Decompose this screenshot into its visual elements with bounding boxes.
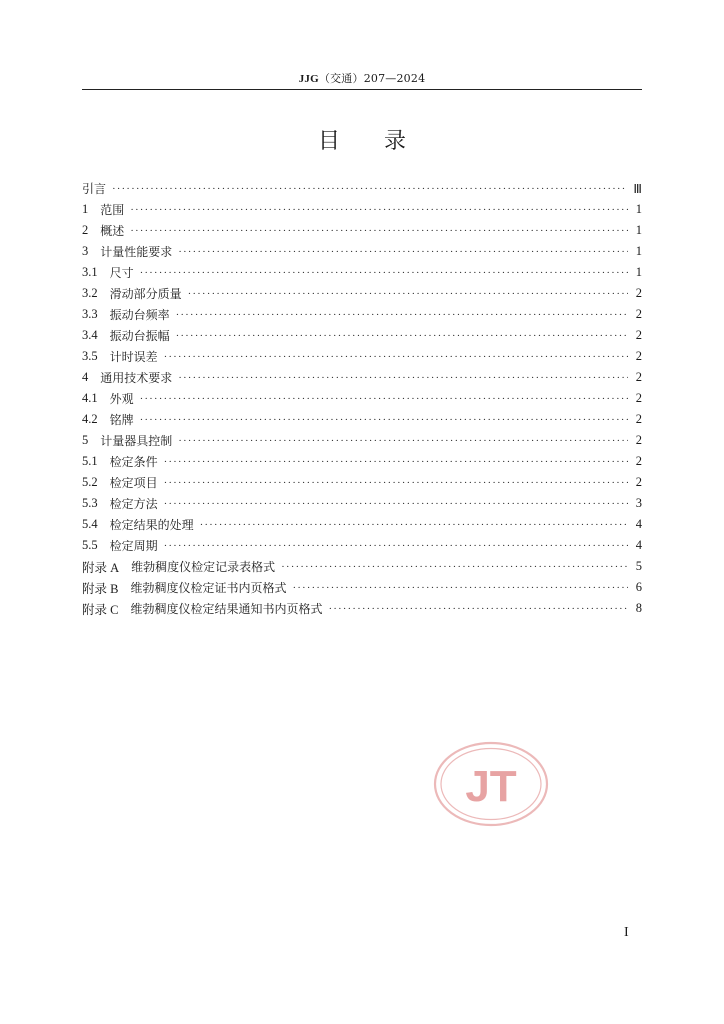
toc-entry[interactable] [82,241,642,262]
toc-entry-label: 维勃稠度仪检定记录表格式 [131,560,276,574]
toc-entry[interactable] [82,577,642,598]
toc-entry-number: 4 [82,370,89,384]
toc-entry-page: 2 [635,454,642,468]
toc-entry[interactable] [82,535,642,556]
toc-entry-page: 1 [635,265,642,279]
toc-dot-leader [130,204,628,216]
header-standard-code: JJG [298,73,319,85]
toc-entry-number: 附录 C [82,602,119,617]
toc-entry-number: 3.3 [82,307,98,321]
page-title: 目录 [317,129,450,154]
toc-entry-page: 2 [635,370,642,384]
header-org: （交通） [318,72,364,85]
toc-dot-leader [164,456,628,468]
toc-entry-number: 5.4 [82,517,98,531]
toc-entry-label: 检定周期 [109,539,158,553]
toc-entry-label: 尺寸 [109,266,134,280]
toc-entry-label: 维勃稠度仪检定结果通知书内页格式 [130,602,323,616]
jt-watermark-logo [433,741,549,827]
toc-entry[interactable] [82,325,642,346]
toc-entry-number: 3 [82,244,89,258]
toc-entry-page: 4 [635,538,642,552]
toc-entry-number: 2 [82,223,89,237]
toc-entry-label: 铭牌 [109,413,134,427]
toc-entry-number: 1 [82,202,89,216]
toc-entry-page: 8 [635,601,642,615]
toc-entry[interactable] [82,304,642,325]
toc-dot-leader [281,561,628,573]
toc-entry-page: 2 [635,349,642,363]
toc-entry-label: 概述 [100,224,125,238]
toc-entry[interactable] [82,493,642,514]
toc-entry-label: 振动台振幅 [109,329,170,343]
toc-entry-label: 外观 [109,392,134,406]
toc-entry-label: 检定条件 [109,455,158,469]
toc-entry[interactable] [82,199,642,220]
toc-dot-leader [178,246,628,258]
toc-entry-page: 2 [635,286,642,300]
toc-entry-page: 4 [635,517,642,531]
toc-entry-label: 维勃稠度仪检定证书内页格式 [130,581,287,595]
toc-entry-number: 3.2 [82,286,98,300]
toc-entry[interactable] [82,409,642,430]
toc-entry-number: 5.2 [82,475,98,489]
toc-dot-leader [140,414,628,426]
toc-dot-leader [164,540,628,552]
toc-entry[interactable] [82,556,642,577]
toc-entry-label: 引言 [82,182,107,196]
toc-entry[interactable] [82,430,642,451]
toc-dot-leader [292,582,628,594]
toc-entry[interactable] [82,367,642,388]
toc-entry-page: 2 [635,475,642,489]
toc-entry-label: 振动台频率 [109,308,170,322]
toc-entry-label: 检定结果的处理 [109,518,194,532]
toc-entry[interactable] [82,472,642,493]
toc-entry[interactable] [82,262,642,283]
toc-dot-leader [176,330,628,342]
toc-entry-number: 3.1 [82,265,98,279]
toc-entry[interactable] [82,388,642,409]
toc-dot-leader [140,393,628,405]
toc-entry-number: 3.5 [82,349,98,363]
toc-entry-number: 5.5 [82,538,98,552]
toc-dot-leader [178,435,628,447]
toc-entry-number: 附录 A [82,560,120,575]
toc-entry-label: 范围 [100,203,125,217]
toc-dot-leader [164,498,628,510]
toc-dot-leader [178,372,628,384]
toc-dot-leader [328,603,628,615]
toc-entry[interactable] [82,220,642,241]
toc-entry-number: 附录 B [82,581,119,596]
toc-entry-label: 通用技术要求 [100,371,173,385]
toc-dot-leader [176,309,628,321]
toc-entry-label: 检定方法 [109,497,158,511]
toc-entry-page: 2 [635,433,642,447]
toc-entry-number: 5 [82,433,89,447]
toc-dot-leader [188,288,628,300]
toc-entry[interactable] [82,514,642,535]
toc-entry-page: 5 [635,559,642,573]
toc-entry-page: 2 [635,328,642,342]
toc-entry[interactable] [82,283,642,304]
stamp-text: JT [465,762,517,811]
toc-entry-label: 计量性能要求 [100,245,173,259]
page-number: I [624,925,629,940]
toc-dot-leader [112,183,627,195]
toc-entry-page: 1 [635,244,642,258]
table-of-contents [82,178,642,619]
header-standard-number: 207—2024 [363,72,426,85]
toc-entry[interactable] [82,451,642,472]
toc-entry-label: 计时误差 [109,350,158,364]
toc-entry-page: 1 [635,223,642,237]
toc-entry-label: 计量器具控制 [100,434,173,448]
toc-entry[interactable] [82,598,642,619]
toc-entry-page: 1 [635,202,642,216]
toc-entry[interactable] [82,346,642,367]
toc-dot-leader [164,477,628,489]
toc-dot-leader [130,225,628,237]
toc-entry-page: 2 [635,412,642,426]
toc-entry-page: 6 [635,580,642,594]
toc-dot-leader [140,267,628,279]
toc-entry-number: 5.3 [82,496,98,510]
toc-entry-number: 4.1 [82,391,98,405]
page-header [0,70,724,86]
toc-dot-leader [200,519,628,531]
toc-entry-number: 3.4 [82,328,98,342]
toc-entry-page: 2 [635,307,642,321]
toc-entry-page: 2 [635,391,642,405]
toc-entry-page: 3 [635,496,642,510]
toc-entry-number: 5.1 [82,454,98,468]
toc-entry-number: 4.2 [82,412,98,426]
toc-dot-leader [164,351,628,363]
toc-entry-label: 检定项目 [109,476,158,490]
header-rule [82,89,642,90]
toc-entry[interactable] [82,178,642,199]
toc-entry-page: Ⅲ [633,181,642,196]
toc-entry-label: 滑动部分质量 [109,287,182,301]
